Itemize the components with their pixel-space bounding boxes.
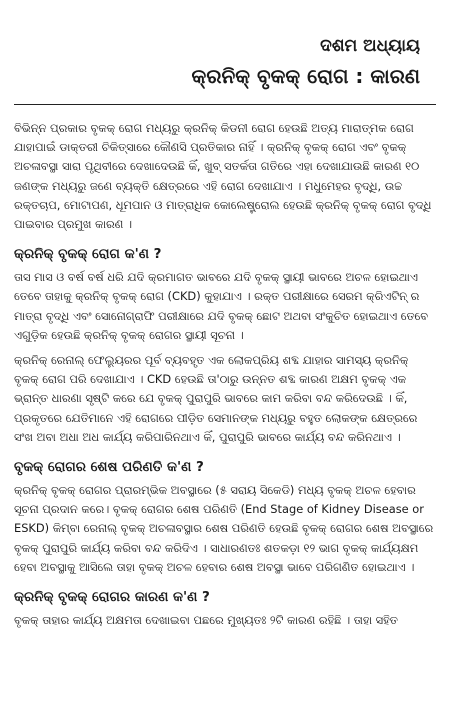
chapter-label: ଦଶମ ଅଧ୍ୟାୟ xyxy=(320,36,420,56)
chapter-title: କ୍ରନିକ୍ ବୃକକ୍ ରୋଗ : କାରଣ xyxy=(191,64,420,88)
section-paragraph: ତାସ ମାସ ଓ ବର୍ଷ ବର୍ଷ ଧରି ଯଦି କ୍ରମାଗତ ଭାବରେ ଯଦି ବୃକକ୍ ସ୍ଥାୟୀ ଭାବରେ ଅଚଳ ହୋଇଥାଏ ତେବେ ତାହାକୁ କ୍ରନିକ୍ ବୃକକ୍ ରୋଗ (CKD) କୁହାଯାଏ । ରକ୍ତ ପରୀକ୍ଷାରେ ସେରମ କ୍ରିଏଟିନ୍ ର ମାତ୍ରା ବୃଦ୍ଧି ଏବଂ ସୋନୋଗ୍ରାଫି ପରୀକ୍ଷାରେ ଯଦି ବୃକକ୍ ଛୋଟ ଅଥବା ସଂକୁଚିତ ହୋଇଥାଏ ତେବେ ଏଗୁଡ଼ିକ ହେଉଛି କ୍ରନିକ୍ ବୃକକ୍ ରୋଗର ସ୍ଥାୟୀ ସୂଚନା । xyxy=(14,270,429,342)
section-heading-causes: କ୍ରନିକ୍ ବୃକକ୍ ରୋଗର କାରଣ କ'ଣ ? xyxy=(14,589,210,606)
section-paragraph: ବୃକକ୍ ତାହାର କାର୍ଯ୍ୟ ଅକ୍ଷମତା ଦେଖାଇବା ପଛରେ ମୁଖ୍ୟତଃ ୨ଟି କାରଣ ରହିଛି । ତାହା ସହିତ xyxy=(14,613,398,628)
section-heading-end-stage: ବୃକକ୍ ରୋଗର ଶେଷ ପରିଣତି କ'ଣ ? xyxy=(14,459,204,476)
intro-paragraph: ବିଭିନ୍ନ ପ୍ରକାର ବୃକକ୍ ରୋଗ ମଧ୍ୟରୁ କ୍ରନିକ୍ କିଡନୀ ରୋଗ ହେଉଛି ଅତ୍ୟ ମାରାତ୍ମକ ରୋଗ ଯାହାପାଇଁ ଡାକ୍ତରୀ ଚିକିତ୍ସାରେ କୌଣସି ପ୍ରତିକାର ନାହିଁ । କ୍ରନିକ୍ ବୃକକ୍ ରୋଗ ଏବଂ ବୃକକ୍ ଅଚଳାବସ୍ଥା ସାରା ପୃଥିବୀରେ ଦେଖାଦେଉଛି କିଁ, ଖୁବ୍ ସତର୍କତା ଗତିରେ ଏହା ଦେଖାଯାଉଛି କାରଣ ୧୦ ଜଣଙ୍କ ମଧ୍ୟରୁ ଜଣେ ବ୍ୟକ୍ତି କ୍ଷେତ୍ରରେ ଏହି ରୋଗ ଦେଖାଯାଏ । ମଧୁମେହର ବୃଦ୍ଧି, ଉଚ୍ଚ ରକ୍ତଚାପ, ମୋଟାପଣ, ଧୂମପାନ ଓ ମାତ୍ରାଧିକ କୋଲେଷ୍ଟ୍ରୋଲ ହେଉଛି କ୍ରନିକ୍ ବୃକକ୍ ରୋଗ ବୃଦ୍ଧି ପାଇବାର ପ୍ରମୁଖ କାରଣ । xyxy=(14,121,432,232)
section-paragraph: କ୍ରନିକ୍ ବୃକକ୍ ରୋଗର ପ୍ରାରମ୍ଭିକ ଅବସ୍ଥାରେ (୫ ସରାୟ ସିକେଡି) ମଧ୍ୟ ବୃକକ୍ ଅଚଳ ହେବାର ସୂଚନା ପ୍ରଦାନ କରେ। ବୃକକ୍ ରୋଗର ଶେଷ ପରିଣତି (End Stage of Kidney Disease or ESKD) କିମ୍ବା ରେନାଲ୍ ବୃକକ୍ ଅଚଳାବସ୍ଥାର ଶେଷ ପରିଣତି ହେଉଛି ବୃକକ୍ ରୋଗର ଶେଷ ଅବସ୍ଥାରେ ବୃକକ୍ ପୁରାପୁରି କାର୍ଯ୍ୟ କରିବା ବନ୍ଦ କରିଦିଏ । ସାଧାରଣତଃ ଶତକଡ଼ା ୧୨ ଭାଗ ବୃକକ୍ କାର୍ଯ୍ୟକ୍ଷମ ହେବା ଅବସ୍ଥାକୁ ଆସିଲେ ତାହା ବୃକକ୍ ଅଚଳ ହେବାର ଶେଷ ଅବସ୍ଥା ଭାବେ ପରିଗଣିତ ହୋଇଥାଏ । xyxy=(14,483,434,574)
section-heading-what-is-ckd: କ୍ରନିକ୍ ବୃକକ୍ ରୋଗ କ'ଣ ? xyxy=(14,246,162,263)
section-paragraph: କ୍ରନିକ୍ ରେନାଲ୍ ଫେଲ୍ୟୁରର ପୂର୍ବ ବ୍ୟବହୃତ ଏକ ଲୋକପ୍ରିୟ ଶବ୍ଦ ଯାହାର ସାମସ୍ୟ କ୍ରନିକ୍ ବୃକକ୍ ରୋଗ ପରି ଦେଖାଯାଏ । CKD ହେଉଛି ତା'ଠାରୁ ଉନ୍ନତ ଶବ୍ଦ କାରଣ ଅକ୍ଷମ ବୃକକ୍ ଏକ ଭ୍ରାନ୍ତ ଧାରଣା ସୃଷ୍ଟି କରେ ଯେ ବୃକକ୍ ପୁରାପୁରି ଭାବରେ କାମ କରିବା ବନ୍ଦ କରିଦେଉଛି । କିଁ, ପ୍ରକୃତରେ ଯେତିମାନେ ଏହି ରୋଗରେ ପୀଡ଼ିତ ସେମାନଙ୍କ ମଧ୍ୟରୁ ବହୁତ ଲୋକଙ୍କ କ୍ଷେତ୍ରରେ ସଂଖ ଅବା ଅଧା ଅଧ କାର୍ଯ୍ୟ କରିପାରିନଥାଏ କିଁ, ପୁରାପୁରି ଭାବରେ କାର୍ଯ୍ୟ ବନ୍ଦ କରିନଥାଏ । xyxy=(14,353,418,444)
document-body xyxy=(0,105,450,630)
chapter-header xyxy=(0,0,450,90)
